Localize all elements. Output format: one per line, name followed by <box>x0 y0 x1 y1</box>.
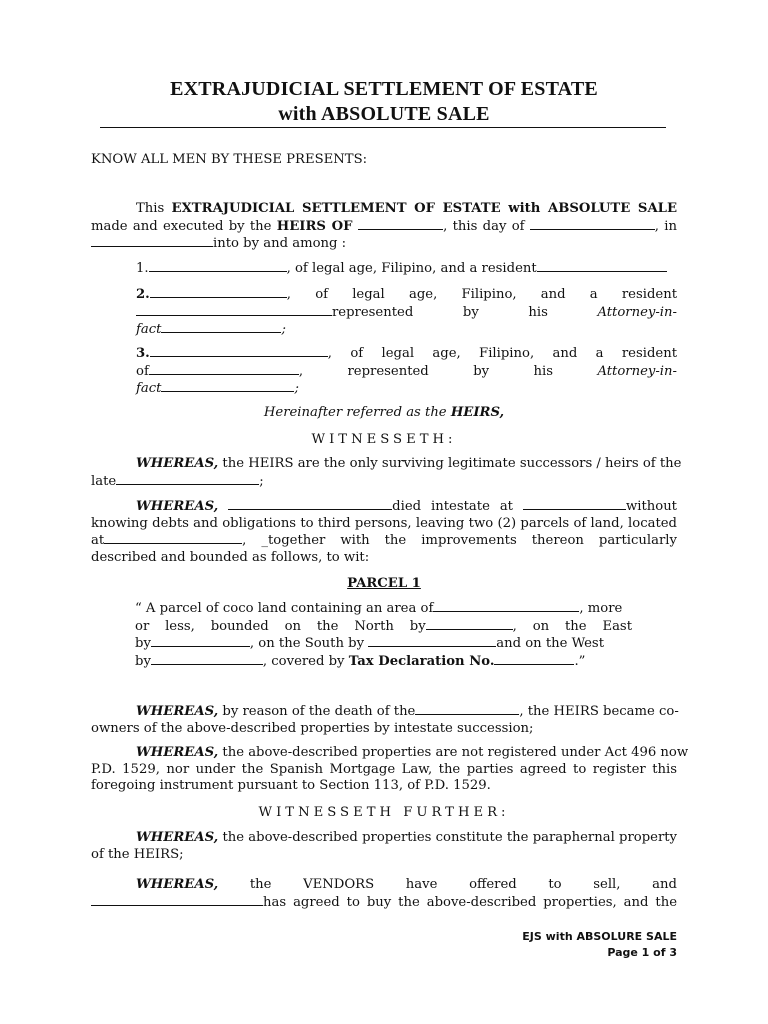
blank-field <box>150 345 328 357</box>
intro-line-3: into by and among : <box>91 235 677 253</box>
blank-field <box>494 653 574 665</box>
blank-field <box>104 532 242 544</box>
blank-field <box>151 635 250 647</box>
blank-field <box>161 380 294 392</box>
document-title-line2: with ABSOLUTE SALE <box>278 103 490 125</box>
party-2: 2. , of legal age, Filipino, and a resident represented by his Attorney-in- fact ; <box>136 287 678 338</box>
whereas-3: WHEREAS, by reason of the death of the , the HEIRS became co- owners of the above-described properties by intestate succession; <box>91 704 679 736</box>
witnesseth-heading: WITNESSETH: <box>311 432 457 447</box>
blank-field <box>368 635 496 647</box>
document-title-line1: EXTRAJUDICIAL SETTLEMENT OF ESTATE <box>170 78 598 100</box>
blank-field <box>151 653 263 665</box>
whereas-1: WHEREAS, the HEIRS are the only surviving legitimate successors / heirs of the late ; <box>91 456 682 489</box>
blank-field <box>116 473 259 485</box>
blank-field <box>426 618 513 630</box>
blank-field <box>433 600 579 612</box>
blank-field <box>523 498 626 510</box>
page-footer <box>522 929 677 961</box>
know-all-men-heading: KNOW ALL MEN BY THESE PRESENTS: <box>91 152 368 167</box>
blank-field <box>537 260 667 272</box>
whereas-6: WHEREAS, the VENDORS have offered to sell, and has agreed to buy the above-described properties, and the <box>91 877 677 911</box>
blank-field <box>149 363 299 375</box>
title-underline <box>100 127 666 128</box>
blank-field <box>161 321 281 333</box>
whereas-5: WHEREAS, the above-described properties constitute the paraphernal property of the HEIRS; <box>91 830 677 862</box>
intro-paragraph <box>91 201 677 253</box>
footer-doc-label: EJS with ABSOLURE SALE <box>522 930 677 943</box>
whereas-4: WHEREAS, the above-described properties are not registered under Act 496 now P.D. 1529, nor under the Spanish Mortgage Law, the parties agreed to register this foregoing instrument pursuant to Section 113, of P.D. 1529. <box>91 745 689 794</box>
party-1: 1. , of legal age, Filipino, and a resident <box>91 260 677 278</box>
parcel-description: “ A parcel of coco land containing an area of , more or less, bounded on the North by , on the East by , on the South by and on the West by , covered by Tax Declaration No. .” <box>135 601 632 669</box>
witnesseth-further-heading: WITNESSETH FURTHER: <box>258 805 510 820</box>
footer-page-number: Page 1 of 3 <box>607 946 677 959</box>
blank-field <box>228 498 392 510</box>
hereinafter-line: Hereinafter referred as the HEIRS, <box>263 405 505 420</box>
blank-field <box>150 286 287 298</box>
blank-field <box>415 703 519 715</box>
blank-field <box>91 894 263 906</box>
intro-line-1: This EXTRAJUDICIAL SETTLEMENT OF ESTATE with ABSOLUTE SALE <box>136 201 677 216</box>
parcel-1-heading: PARCEL 1 <box>347 576 421 591</box>
blank-field <box>91 235 213 247</box>
party-3: 3. , of legal age, Filipino, and a resident of , represented by his Attorney-in- fact ; <box>136 346 677 397</box>
blank-field <box>358 218 443 230</box>
blank-field <box>149 260 287 272</box>
blank-field <box>530 218 655 230</box>
intro-line-2: made and executed by the HEIRS OF , this day of , in <box>91 218 677 234</box>
whereas-2: WHEREAS, died intestate at without knowing debts and obligations to third persons, leaving two (2) parcels of land, located at , _together with the improvements thereon particularly described and bounded as follows, to wit: <box>91 499 677 565</box>
blank-field <box>136 304 332 316</box>
